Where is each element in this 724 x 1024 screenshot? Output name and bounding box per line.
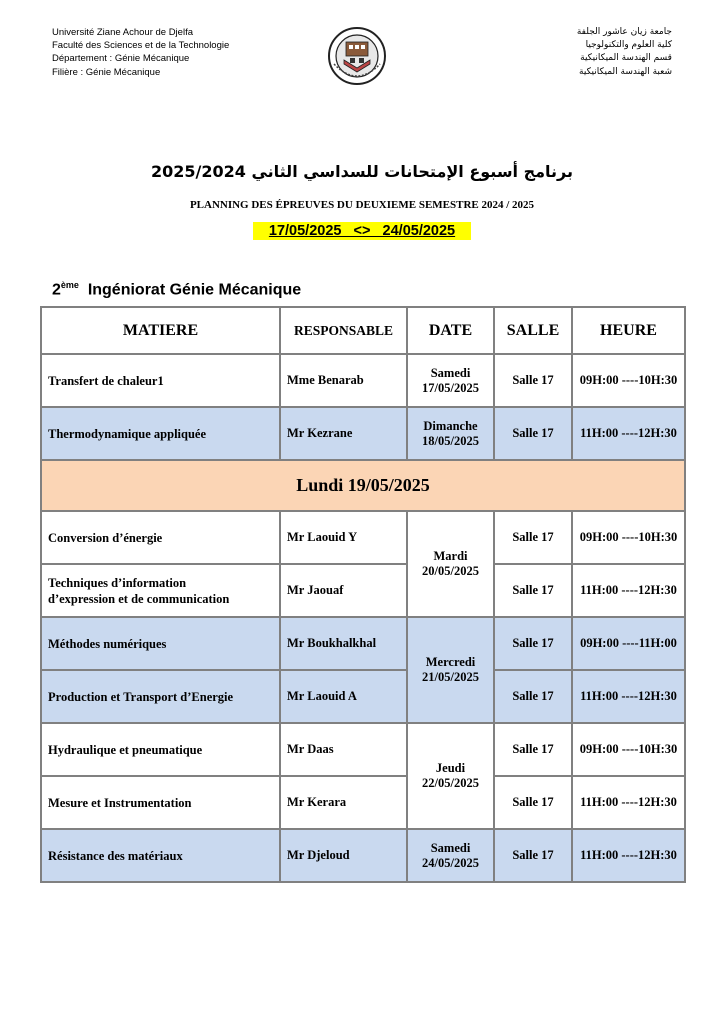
university-header-fr: [52, 26, 229, 79]
date-value: 18/05/2025: [422, 433, 479, 448]
section-level-sup: ème: [60, 280, 79, 290]
title-french: PLANNING DES ÉPREUVES DU DEUXIEME SEMESTRE 2024 / 2025: [189, 199, 535, 211]
section-level: 2: [52, 281, 61, 299]
table-row: [41, 670, 685, 723]
table-row: [41, 354, 685, 407]
cell-matiere: [41, 564, 280, 617]
cell-responsable: Mr Laouid Y: [280, 511, 407, 564]
date-day: Mardi: [433, 549, 468, 563]
university-name-ar: جامعة زيان عاشور الجلفة: [576, 27, 672, 37]
department-name-ar: قسم الهندسة الميكانيكية: [580, 53, 672, 64]
date-value: 20/05/2025: [422, 564, 479, 578]
cell-heure: 09H:00 ----10H:30: [572, 723, 685, 776]
cell-salle: Salle 17: [494, 564, 572, 617]
table-row: [41, 723, 685, 776]
date-day: Jeudi: [435, 761, 466, 775]
cell-heure: 09H:00 ----11H:00: [572, 617, 685, 670]
cell-responsable: Mr Boukhalkhal: [280, 617, 407, 670]
university-name: Université Ziane Achour de Djelfa: [52, 27, 193, 38]
date-day: Mercredi: [425, 655, 476, 669]
date-value: 21/05/2025: [422, 670, 479, 684]
cell-matiere: Production et Transport d’Energie: [41, 670, 280, 723]
cell-heure: 09H:00 ----10H:30: [572, 511, 685, 564]
cell-salle: Salle 17: [494, 829, 572, 882]
table-row: [41, 564, 685, 617]
cell-responsable: Mr Kerara: [280, 776, 407, 829]
cell-salle: Salle 17: [494, 776, 572, 829]
title-arabic: برنامج أسبوع الإمتحانات للسداسي الثاني 2025/2024: [150, 162, 574, 181]
cell-matiere: Conversion d’énergie: [41, 511, 280, 564]
date-day: Samedi: [430, 365, 471, 380]
cell-heure: 11H:00 ----12H:30: [572, 407, 685, 460]
table-row: [41, 617, 685, 670]
department-name: Département : Génie Mécanique: [52, 53, 190, 65]
header-salle: SALLE: [494, 307, 572, 354]
cell-responsable: Mr Daas: [280, 723, 407, 776]
cell-date: [407, 354, 494, 407]
date-value: 24/05/2025: [422, 855, 479, 870]
cell-matiere: Résistance des matériaux: [41, 829, 280, 882]
header-heure: HEURE: [572, 307, 685, 354]
exam-date-range: 17/05/2025 <> 24/05/2025: [253, 222, 471, 240]
cell-heure: 11H:00 ----12H:30: [572, 776, 685, 829]
table-row: [41, 829, 685, 882]
cell-salle: Salle 17: [494, 407, 572, 460]
cell-date: [407, 723, 494, 829]
faculty-name: Faculté des Sciences et de la Technologie: [52, 40, 230, 52]
date-value: 17/05/2025: [422, 380, 479, 395]
cell-heure: 11H:00 ----12H:30: [572, 564, 685, 617]
cell-salle: Salle 17: [494, 670, 572, 723]
cell-salle: Salle 17: [494, 617, 572, 670]
filiere-name: Filière : Génie Mécanique: [52, 66, 161, 78]
cell-date: [407, 511, 494, 617]
cell-matiere: Méthodes numériques: [41, 617, 280, 670]
day-banner: Lundi 19/05/2025: [41, 460, 685, 511]
day-banner-row: [41, 460, 685, 511]
university-header-ar: [577, 26, 672, 79]
matiere-line: d’expression et de communication: [48, 591, 230, 606]
cell-date: [407, 617, 494, 723]
exam-schedule-table: [40, 306, 686, 883]
cell-responsable: Mme Benarab: [280, 354, 407, 407]
date-day: Dimanche: [423, 418, 478, 433]
header-matiere: MATIERE: [41, 307, 280, 354]
date-day: Samedi: [430, 840, 471, 855]
cell-salle: Salle 17: [494, 511, 572, 564]
cell-matiere: Mesure et Instrumentation: [41, 776, 280, 829]
cell-salle: Salle 17: [494, 723, 572, 776]
cell-heure: 11H:00 ----12H:30: [572, 829, 685, 882]
cell-matiere: Thermodynamique appliquée: [41, 407, 280, 460]
header-date: DATE: [407, 307, 494, 354]
cell-responsable: Mr Laouid A: [280, 670, 407, 723]
section-name: Ingéniorat Génie Mécanique: [87, 281, 302, 299]
date-value: 22/05/2025: [422, 776, 479, 790]
cell-date: [407, 407, 494, 460]
university-seal-icon: [322, 26, 392, 86]
cell-responsable: Mr Jaouaf: [280, 564, 407, 617]
cell-date: [407, 829, 494, 882]
cell-heure: 09H:00 ----10H:30: [572, 354, 685, 407]
matiere-line: Techniques d’information: [48, 575, 187, 590]
cell-heure: 11H:00 ----12H:30: [572, 670, 685, 723]
table-row: [41, 776, 685, 829]
cell-matiere: Hydraulique et pneumatique: [41, 723, 280, 776]
table-header-row: [41, 307, 685, 354]
filiere-name-ar: شعبة الهندسة الميكانيكية: [579, 66, 672, 77]
cell-matiere: Transfert de chaleur1: [41, 354, 280, 407]
header-responsable: RESPONSABLE: [280, 307, 407, 354]
cell-salle: Salle 17: [494, 354, 572, 407]
table-row: [41, 407, 685, 460]
section-title: [52, 280, 301, 299]
cell-responsable: Mr Kezrane: [280, 407, 407, 460]
faculty-name-ar: كلية العلوم والتكنولوجيا: [585, 40, 672, 51]
cell-responsable: Mr Djeloud: [280, 829, 407, 882]
table-row: [41, 511, 685, 564]
